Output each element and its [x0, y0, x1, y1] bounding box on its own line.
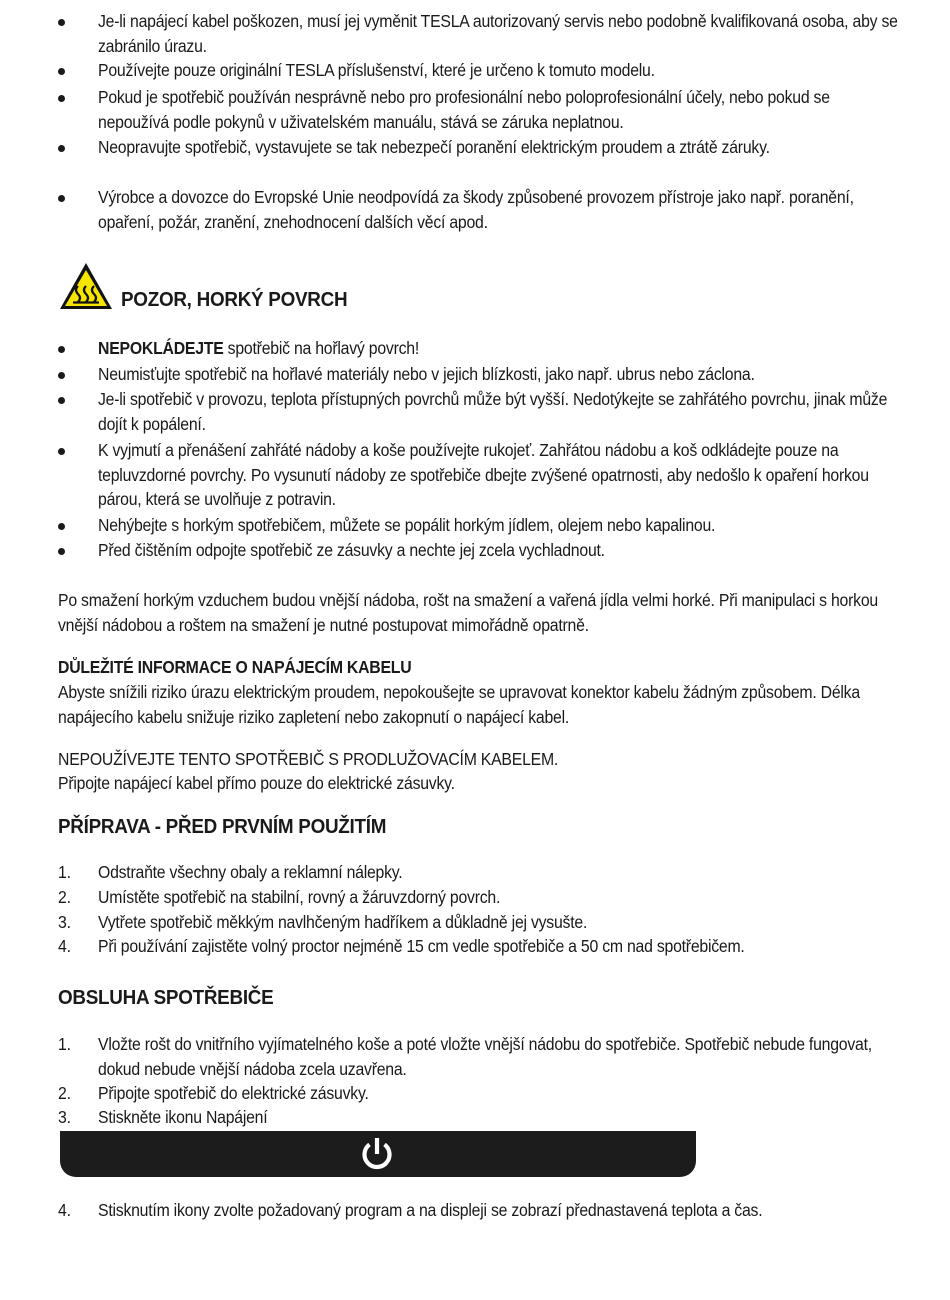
bullet-icon [58, 195, 65, 202]
bullet-icon [58, 19, 65, 26]
step-number: 3. [58, 1107, 71, 1127]
cable-warning-line: NEPOUŽÍVEJTE TENTO SPOTŘEBIČ S PRODLUŽOVACÍM KABELEM. [58, 749, 559, 769]
preparation-title: PŘÍPRAVA - PŘED PRVNÍM POUŽITÍM [58, 815, 387, 838]
control-panel-illustration [60, 1131, 696, 1177]
step-number: 2. [58, 887, 71, 907]
bullet-icon [58, 95, 65, 102]
hot-surface-warning-icon [57, 260, 115, 312]
step-number: 3. [58, 912, 71, 932]
step-number: 1. [58, 862, 71, 882]
emphasis-text: NEPOKLÁDEJTE [98, 338, 224, 358]
operation-title: OBSLUHA SPOTŘEBIČE [58, 986, 274, 1009]
bullet-icon [58, 346, 65, 353]
bullet-icon [58, 68, 65, 75]
manual-page: Je-li napájecí kabel poškozen, musí jej vyměnit TESLA autorizovaný servis nebo podobně kvalifikovaná osoba, aby se zabránilo úrazu. Používejte pouze originální TESLA příslušenství, které je určeno k tomuto modelu. Pokud je spotřebič používán nesprávně nebo pro profesionální nebo poloprofesionální účely, nebo pokud se nepoužívá podle pokynů v uživatelském manuálu, stává se záruka neplatnou. Neopravujte spotřebič, vystavujete se tak nebezpečí poranění elektrickým proudem a ztrátě záruky. Výrobce a dovozce do Evropské Unie neodpovídá za škody způsobené provozem přístroje jako např. poranění, opaření, požár, zranění, znehodnocení dalších věcí apod. POZOR, HORKÝ POVRCH NEPOKLÁDEJTE spotřebič na hořlavý povrch! Neumisťujte spotřebič na hořlavé materiály nebo v jejich blízkosti, jako např. ubrus nebo záclona. Je-li spotřebič v provozu, teplota přístupných povrchů může být vyšší. Nedotýkejte se zahřátého povrchu, jinak může dojít k popálení. K vyjmutí a přenášení zahřáté nádoby a koše používejte rukojeť. Zahřátou nádobu a koš odkládejte pouze na tepluvzdorné povrchy. Po vysunutí nádoby ze spotřebiče dbejte zvýšené opatrnosti, aby nedošlo k opaření horkou párou, která se uvolňuje z potravin. Nehýbejte s horkým spotřebičem, můžete se popálit horkým jídlem, olejem nebo kapalinou. Před čištěním odpojte spotřebič ze zásuvky a nechte jej zcela vychladnout. Po smažení horkým vzduchem budou vnější nádoba, rošt na smažení a vařená jídla velmi horké. Při manipulaci s horkou vnější nádobou a roštem na smažení je nutné postupovat mimořádně opatrně. DŮLEŽITÉ INFORMACE O NAPÁJECÍM KABELU Abyste snížili riziko úrazu elektrickým proudem, nepokoušejte se upravovat konektor kabelu žádným způsobem. Délka napájecího kabelu snižuje riziko zapletení nebo zakopnutí o napájecí kabel. NEPOUŽÍVEJTE TENTO SPOTŘEBIČ S PRODLUŽOVACÍM KABELEM. Připojte napájecí kabel přímo pouze do elektrické zásuvky. PŘÍPRAVA - PŘED PRVNÍM POUŽITÍM 1. Odstraňte všechny obaly a reklamní nálepky. 2. Umístěte spotřebič na stabilní, rovný a žáruvzdorný povrch. 3. Vytřete spotřebič měkkým navlhčeným hadříkem a důkladně jej vysušte. 4. Při používání zajistěte volný proctor nejméně 15 cm vedle spotřebiče a 50 cm nad spotřebičem. OBSLUHA SPOTŘEBIČE 1. Vložte rošt do vnitřního vyjímatelného koše a poté vložte vnější nádobu do spotřebiče. Spotřebič nebude fungovat, dokud nebude vnější nádoba zcela uzavřena. 2. Připojte spotřebič do elektrické zásuvky. 3. Stiskněte ikonu Napájení 4. Stisknutím ikony zvolte požadovaný program a na displeji se zobrazí přednastavená teplota a čas. [0, 0, 950, 1300]
power-icon [359, 1135, 395, 1173]
hot-surface-title: POZOR, HORKÝ POVRCH [121, 288, 348, 311]
step-number: 4. [58, 1200, 71, 1220]
bullet-icon [58, 548, 65, 555]
hot-surface-paragraph: Po smažení horkým vzduchem budou vnější nádoba, rošt na smažení a vařená jídla velmi horké. Při manipulaci s horkou vnější nádobou a roštem na smažení je nutné postupovat mimořádně opatrně. [58, 590, 878, 635]
bullet-icon [58, 523, 65, 530]
cable-instruction-line: Připojte napájecí kabel přímo pouze do elektrické zásuvky. [58, 773, 455, 793]
bullet-icon [58, 397, 65, 404]
step-number: 2. [58, 1083, 71, 1103]
bullet-icon [58, 145, 65, 152]
cable-paragraph: Abyste snížili riziko úrazu elektrickým proudem, nepokoušejte se upravovat konektor kabelu žádným způsobem. Délka napájecího kabelu snižuje riziko zapletení nebo zakopnutí o napájecí kabel. [58, 682, 860, 727]
bullet-icon [58, 372, 65, 379]
step-number: 4. [58, 936, 71, 956]
bullet-icon [58, 448, 65, 455]
cable-heading: DŮLEŽITÉ INFORMACE O NAPÁJECÍM KABELU [58, 657, 412, 677]
step-number: 1. [58, 1034, 71, 1054]
